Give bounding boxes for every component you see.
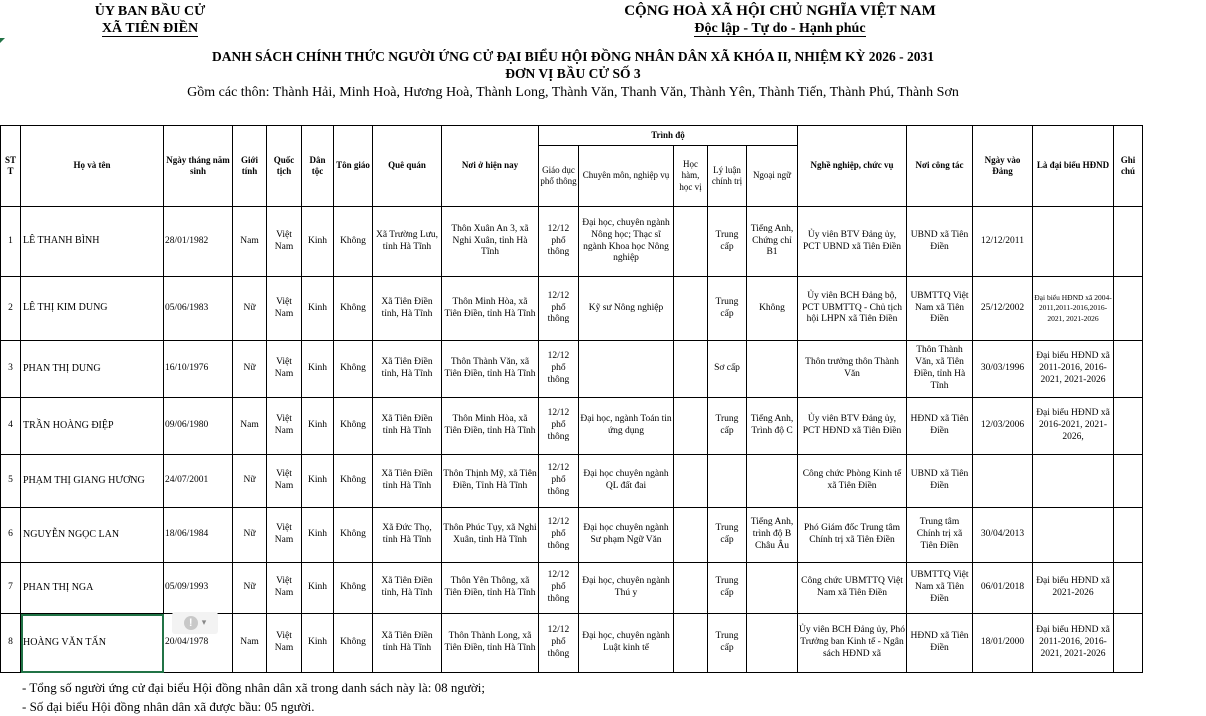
cell-nationality[interactable]: Việt Nam (267, 563, 302, 614)
cell-specialty[interactable]: Đại học, chuyên ngành Nông học; Thạc sĩ ngành Khoa học Nông nghiệp (579, 207, 674, 277)
header-workplace[interactable]: Nơi công tác (907, 126, 973, 207)
cell-academic-title[interactable] (674, 341, 708, 398)
cell-notes[interactable] (1114, 455, 1143, 508)
header-religion[interactable]: Tôn giáo (334, 126, 373, 207)
table-row (1, 563, 1143, 614)
cell-party-date[interactable] (973, 455, 1033, 508)
cell-stt[interactable]: 6 (1, 508, 21, 563)
cell-name[interactable]: TRẦN HOÀNG ĐIỆP (21, 398, 164, 455)
footer-note-total: - Tổng số người ứng cử đại biểu Hội đồng nhân dân xã trong danh sách này là: 08 người; (22, 680, 486, 695)
cell-workplace[interactable]: UBND xã Tiên Điền (907, 207, 973, 277)
cell-academic-title[interactable] (674, 398, 708, 455)
cell-religion[interactable]: Không (334, 455, 373, 508)
cell-foreign-lang[interactable] (747, 563, 798, 614)
cell-nationality[interactable]: Việt Nam (267, 207, 302, 277)
cell-occupation[interactable]: Ủy viên BCH Đảng ủy, Phó Trưởng ban Kinh tế - Ngân sách HĐND xã (798, 614, 907, 673)
cell-workplace[interactable]: Thôn Thành Văn, xã Tiên Điền, tỉnh Hà Tĩnh (907, 341, 973, 398)
header-academic-title[interactable]: Học hàm, học vị (674, 146, 708, 207)
cell-nationality[interactable]: Việt Nam (267, 508, 302, 563)
cell-foreign-lang[interactable] (747, 341, 798, 398)
header-ethnicity[interactable]: Dân tộc (302, 126, 334, 207)
cell-is-delegate[interactable] (1033, 455, 1114, 508)
table-row (1, 207, 1143, 277)
national-motto: Độc lập - Tự do - Hạnh phúc (694, 21, 866, 36)
cell-political-theory[interactable]: Trung cấp (708, 398, 747, 455)
cell-stt[interactable]: 8 (1, 614, 21, 673)
cell-party-date[interactable]: 30/04/2013 (973, 508, 1033, 563)
cell-stt[interactable]: 4 (1, 398, 21, 455)
table-row (1, 508, 1143, 563)
cell-specialty[interactable]: Kỹ sư Nông nghiệp (579, 277, 674, 341)
cell-nationality[interactable]: Việt Nam (267, 277, 302, 341)
cell-residence[interactable]: Thôn Minh Hòa, xã Tiên Điền, tỉnh Hà Tĩnh (442, 398, 539, 455)
cell-workplace[interactable]: UBMTTQ Việt Nam xã Tiên Điền (907, 277, 973, 341)
cell-general-edu[interactable]: 12/12 phổ thông (539, 341, 579, 398)
cell-nationality[interactable]: Việt Nam (267, 455, 302, 508)
cell-gender[interactable]: Nữ (233, 341, 267, 398)
cell-workplace[interactable]: Trung tâm Chính trị xã Tiên Điền (907, 508, 973, 563)
cell-nationality[interactable]: Việt Nam (267, 398, 302, 455)
cell-is-delegate[interactable]: Đại biểu HĐND xã 2011-2016, 2016-2021, 2021-2026 (1033, 341, 1114, 398)
header-specialty[interactable]: Chuyên môn, nghiệp vụ (579, 146, 674, 207)
cell-general-edu[interactable]: 12/12 phổ thông (539, 398, 579, 455)
cell-general-edu[interactable]: 12/12 phổ thông (539, 455, 579, 508)
cell-hometown[interactable]: Xã Tiên Điền tỉnh, Hà Tĩnh (373, 341, 442, 398)
cell-general-edu[interactable]: 12/12 phổ thông (539, 563, 579, 614)
header-notes[interactable]: Ghi chú (1114, 126, 1143, 207)
corner-marker (0, 38, 5, 43)
candidate-table (0, 125, 1143, 673)
cell-ethnicity[interactable]: Kinh (302, 341, 334, 398)
cell-notes[interactable] (1114, 508, 1143, 563)
cell-foreign-lang[interactable]: Tiếng Anh, Trình độ C (747, 398, 798, 455)
header-is-delegate[interactable]: Là đại biểu HĐND (1033, 126, 1114, 207)
cell-name[interactable]: HOÀNG VĂN TẤN (21, 614, 164, 673)
cell-ethnicity[interactable]: Kinh (302, 614, 334, 673)
cell-religion[interactable]: Không (334, 563, 373, 614)
cell-stt[interactable]: 3 (1, 341, 21, 398)
cell-general-edu[interactable]: 12/12 phổ thông (539, 277, 579, 341)
cell-name[interactable]: PHẠM THỊ GIANG HƯƠNG (21, 455, 164, 508)
cell-specialty[interactable]: Đại học, ngành Toán tin ứng dụng (579, 398, 674, 455)
cell-political-theory[interactable]: Trung cấp (708, 277, 747, 341)
cell-nationality[interactable]: Việt Nam (267, 341, 302, 398)
cell-specialty[interactable]: Đại học, chuyên ngành Thú y (579, 563, 674, 614)
cell-ethnicity[interactable]: Kinh (302, 563, 334, 614)
cell-is-delegate[interactable]: Đại biểu HĐND xã 2021-2026 (1033, 563, 1114, 614)
cell-is-delegate[interactable] (1033, 207, 1114, 277)
cell-academic-title[interactable] (674, 207, 708, 277)
header-nationality[interactable]: Quốc tịch (267, 126, 302, 207)
cell-religion[interactable]: Không (334, 614, 373, 673)
cell-notes[interactable] (1114, 563, 1143, 614)
cell-gender[interactable]: Nữ (233, 277, 267, 341)
cell-is-delegate[interactable]: Đại biểu HĐND xã 2004-2011,2011-2016,2016-2021, 2021-2026 (1033, 277, 1114, 341)
cell-hometown[interactable]: Xã Tiên Điền tỉnh, Hà Tĩnh (373, 277, 442, 341)
cell-religion[interactable]: Không (334, 277, 373, 341)
cell-occupation[interactable]: Ủy viên BTV Đảng ủy, PCT HĐND xã Tiên Điền (798, 398, 907, 455)
cell-political-theory[interactable]: Trung cấp (708, 207, 747, 277)
table-row (1, 398, 1143, 455)
cell-religion[interactable]: Không (334, 508, 373, 563)
cell-foreign-lang[interactable]: Tiếng Anh, Chứng chỉ B1 (747, 207, 798, 277)
cell-notes[interactable] (1114, 614, 1143, 673)
document-title: DANH SÁCH CHÍNH THỨC NGƯỜI ỨNG CỬ ĐẠI BIỂU HỘI ĐỒNG NHÂN DÂN XÃ KHÓA II, NHIỆM KỲ 2026 - 2031 (212, 49, 934, 64)
header-general-edu[interactable]: Giáo dục phổ thông (539, 146, 579, 207)
cell-dob[interactable]: 09/06/1980 (164, 398, 233, 455)
cell-hometown[interactable]: Xã Tiên Điền tỉnh Hà Tĩnh (373, 398, 442, 455)
cell-hometown[interactable]: Xã Tiên Điền tỉnh, Hà Tĩnh (373, 563, 442, 614)
cell-notes[interactable] (1114, 341, 1143, 398)
cell-residence[interactable]: Thôn Phúc Tụy, xã Nghi Xuân, tỉnh Hà Tĩnh (442, 508, 539, 563)
cell-occupation[interactable]: Ủy viên BCH Đảng bộ, PCT UBMTTQ - Chủ tịch hội LHPN xã Tiên Điền (798, 277, 907, 341)
cell-name[interactable]: LÊ THANH BÌNH (21, 207, 164, 277)
error-indicator[interactable] (172, 612, 218, 634)
cell-political-theory[interactable]: Trung cấp (708, 508, 747, 563)
cell-residence[interactable]: Thôn Yên Thông, xã Tiên Điền, tỉnh Hà Tĩnh (442, 563, 539, 614)
cell-hometown[interactable]: Xã Trường Lưu, tỉnh Hà Tĩnh (373, 207, 442, 277)
cell-dob[interactable]: 18/06/1984 (164, 508, 233, 563)
header-hometown[interactable]: Quê quán (373, 126, 442, 207)
cell-occupation[interactable]: Phó Giám đốc Trung tâm Chính trị xã Tiên Điền (798, 508, 907, 563)
header-party-date[interactable]: Ngày vào Đảng (973, 126, 1033, 207)
cell-workplace[interactable]: HĐND xã Tiên Điền (907, 398, 973, 455)
cell-is-delegate[interactable]: Đại biểu HĐND xã 2016-2021, 2021-2026, (1033, 398, 1114, 455)
cell-occupation[interactable]: Công chức Phòng Kinh tế xã Tiên Điền (798, 455, 907, 508)
cell-residence[interactable]: Thôn Minh Hòa, xã Tiên Điền, tỉnh Hà Tĩnh (442, 277, 539, 341)
header-name[interactable]: Họ và tên (21, 126, 164, 207)
cell-dob[interactable]: 16/10/1976 (164, 341, 233, 398)
cell-occupation[interactable]: Thôn trưởng thôn Thành Văn (798, 341, 907, 398)
cell-gender[interactable]: Nam (233, 398, 267, 455)
cell-specialty[interactable]: Đại học chuyên ngành Sư phạm Ngữ Văn (579, 508, 674, 563)
cell-gender[interactable]: Nam (233, 207, 267, 277)
cell-dob[interactable]: 05/06/1983 (164, 277, 233, 341)
cell-gender[interactable]: Nữ (233, 455, 267, 508)
cell-is-delegate[interactable]: Đại biểu HĐND xã 2011-2016, 2016-2021, 2021-2026 (1033, 614, 1114, 673)
cell-stt[interactable]: 2 (1, 277, 21, 341)
cell-general-edu[interactable]: 12/12 phổ thông (539, 614, 579, 673)
cell-name[interactable]: PHAN THỊ DUNG (21, 341, 164, 398)
cell-dob[interactable]: 20/04/1978 (164, 614, 233, 673)
cell-residence[interactable]: Thôn Thành Văn, xã Tiên Điền, tỉnh Hà Tĩnh (442, 341, 539, 398)
cell-foreign-lang[interactable]: Không (747, 277, 798, 341)
cell-specialty[interactable]: Đại học chuyên ngành QL đất đai (579, 455, 674, 508)
villages-line: Gồm các thôn: Thành Hải, Minh Hoà, Hương Hoà, Thành Long, Thành Văn, Thanh Văn, Thành Yên, Thành Tiến, Thành Phú, Thành Sơn (187, 85, 959, 100)
cell-political-theory[interactable]: Trung cấp (708, 614, 747, 673)
cell-party-date[interactable]: 30/03/1996 (973, 341, 1033, 398)
cell-dob[interactable]: 24/07/2001 (164, 455, 233, 508)
cell-occupation[interactable]: Công chức UBMTTQ Việt Nam xã Tiên Điền (798, 563, 907, 614)
cell-foreign-lang[interactable]: Tiếng Anh, trình độ B Châu Âu (747, 508, 798, 563)
cell-ethnicity[interactable]: Kinh (302, 277, 334, 341)
header-gender[interactable]: Giới tính (233, 126, 267, 207)
cell-general-edu[interactable]: 12/12 phổ thông (539, 207, 579, 277)
cell-occupation[interactable]: Ủy viên BTV Đảng ủy, PCT UBND xã Tiên Điền (798, 207, 907, 277)
org-name-line1: ỦY BAN BẦU CỬ (94, 4, 206, 19)
cell-party-date[interactable]: 12/12/2011 (973, 207, 1033, 277)
cell-political-theory[interactable] (708, 455, 747, 508)
cell-political-theory[interactable]: Sơ cấp (708, 341, 747, 398)
org-name-line2: XÃ TIÊN ĐIỀN (101, 21, 199, 36)
document-subtitle: ĐƠN VỊ BẦU CỬ SỐ 3 (505, 66, 641, 81)
cell-academic-title[interactable] (674, 508, 708, 563)
cell-religion[interactable]: Không (334, 341, 373, 398)
cell-hometown[interactable]: Xã Tiên Điền tỉnh Hà Tĩnh (373, 455, 442, 508)
table-row (1, 455, 1143, 508)
cell-residence[interactable]: Thôn Thành Long, xã Tiên Điền, tỉnh Hà Tĩnh (442, 614, 539, 673)
cell-hometown[interactable]: Xã Tiên Điền tỉnh Hà Tĩnh (373, 614, 442, 673)
header-dob[interactable]: Ngày tháng năm sinh (164, 126, 233, 207)
exclamation-circle-icon: ! (184, 616, 198, 630)
table-row (1, 341, 1143, 398)
cell-specialty[interactable]: Đại học, chuyên ngành Luật kinh tế (579, 614, 674, 673)
cell-stt[interactable]: 7 (1, 563, 21, 614)
cell-ethnicity[interactable]: Kinh (302, 508, 334, 563)
cell-academic-title[interactable] (674, 563, 708, 614)
cell-ethnicity[interactable]: Kinh (302, 207, 334, 277)
cell-religion[interactable]: Không (334, 398, 373, 455)
cell-general-edu[interactable]: 12/12 phổ thông (539, 508, 579, 563)
cell-party-date[interactable]: 18/01/2000 (973, 614, 1033, 673)
cell-foreign-lang[interactable] (747, 455, 798, 508)
cell-workplace[interactable]: HĐND xã Tiên Điền (907, 614, 973, 673)
cell-ethnicity[interactable]: Kinh (302, 455, 334, 508)
cell-residence[interactable]: Thôn Xuân An 3, xã Nghi Xuân, tỉnh Hà Tĩnh (442, 207, 539, 277)
cell-dob[interactable]: 05/09/1993 (164, 563, 233, 614)
cell-party-date[interactable]: 06/01/2018 (973, 563, 1033, 614)
cell-notes[interactable] (1114, 398, 1143, 455)
cell-workplace[interactable]: UBMTTQ Việt Nam xã Tiên Điền (907, 563, 973, 614)
cell-name[interactable]: LÊ THỊ KIM DUNG (21, 277, 164, 341)
cell-name[interactable]: PHAN THỊ NGA (21, 563, 164, 614)
header-foreign-lang[interactable]: Ngoại ngữ (747, 146, 798, 207)
cell-nationality[interactable]: Việt Nam (267, 614, 302, 673)
cell-notes[interactable] (1114, 207, 1143, 277)
cell-religion[interactable]: Không (334, 207, 373, 277)
cell-academic-title[interactable] (674, 455, 708, 508)
chevron-down-icon: ▾ (201, 618, 207, 628)
cell-workplace[interactable]: UBND xã Tiên Điền (907, 455, 973, 508)
header-occupation[interactable]: Nghề nghiệp, chức vụ (798, 126, 907, 207)
cell-gender[interactable]: Nữ (233, 563, 267, 614)
cell-ethnicity[interactable]: Kinh (302, 398, 334, 455)
cell-party-date[interactable]: 25/12/2002 (973, 277, 1033, 341)
footer-note-elected: - Số đại biểu Hội đồng nhân dân xã được bầu: 05 người. (22, 699, 315, 714)
cell-academic-title[interactable] (674, 614, 708, 673)
header-stt[interactable]: ST T (1, 126, 21, 207)
cell-gender[interactable]: Nam (233, 614, 267, 673)
cell-hometown[interactable]: Xã Đức Thọ, tỉnh Hà Tĩnh (373, 508, 442, 563)
cell-foreign-lang[interactable] (747, 614, 798, 673)
cell-notes[interactable] (1114, 277, 1143, 341)
cell-dob[interactable]: 28/01/1982 (164, 207, 233, 277)
cell-stt[interactable]: 1 (1, 207, 21, 277)
cell-residence[interactable]: Thôn Thịnh Mỹ, xã Tiên Điền, Tỉnh Hà Tĩnh (442, 455, 539, 508)
cell-gender[interactable]: Nữ (233, 508, 267, 563)
cell-name[interactable]: NGUYỄN NGỌC LAN (21, 508, 164, 563)
header-residence[interactable]: Nơi ở hiện nay (442, 126, 539, 207)
cell-political-theory[interactable]: Trung cấp (708, 563, 747, 614)
cell-academic-title[interactable] (674, 277, 708, 341)
cell-specialty[interactable] (579, 341, 674, 398)
national-title: CỘNG HOÀ XÃ HỘI CHỦ NGHĨA VIỆT NAM (624, 3, 936, 19)
header-education-group[interactable]: Trình độ (539, 126, 798, 146)
cell-stt[interactable]: 5 (1, 455, 21, 508)
cell-is-delegate[interactable] (1033, 508, 1114, 563)
cell-party-date[interactable]: 12/03/2006 (973, 398, 1033, 455)
header-political-theory[interactable]: Lý luận chính trị (708, 146, 747, 207)
table-row (1, 277, 1143, 341)
